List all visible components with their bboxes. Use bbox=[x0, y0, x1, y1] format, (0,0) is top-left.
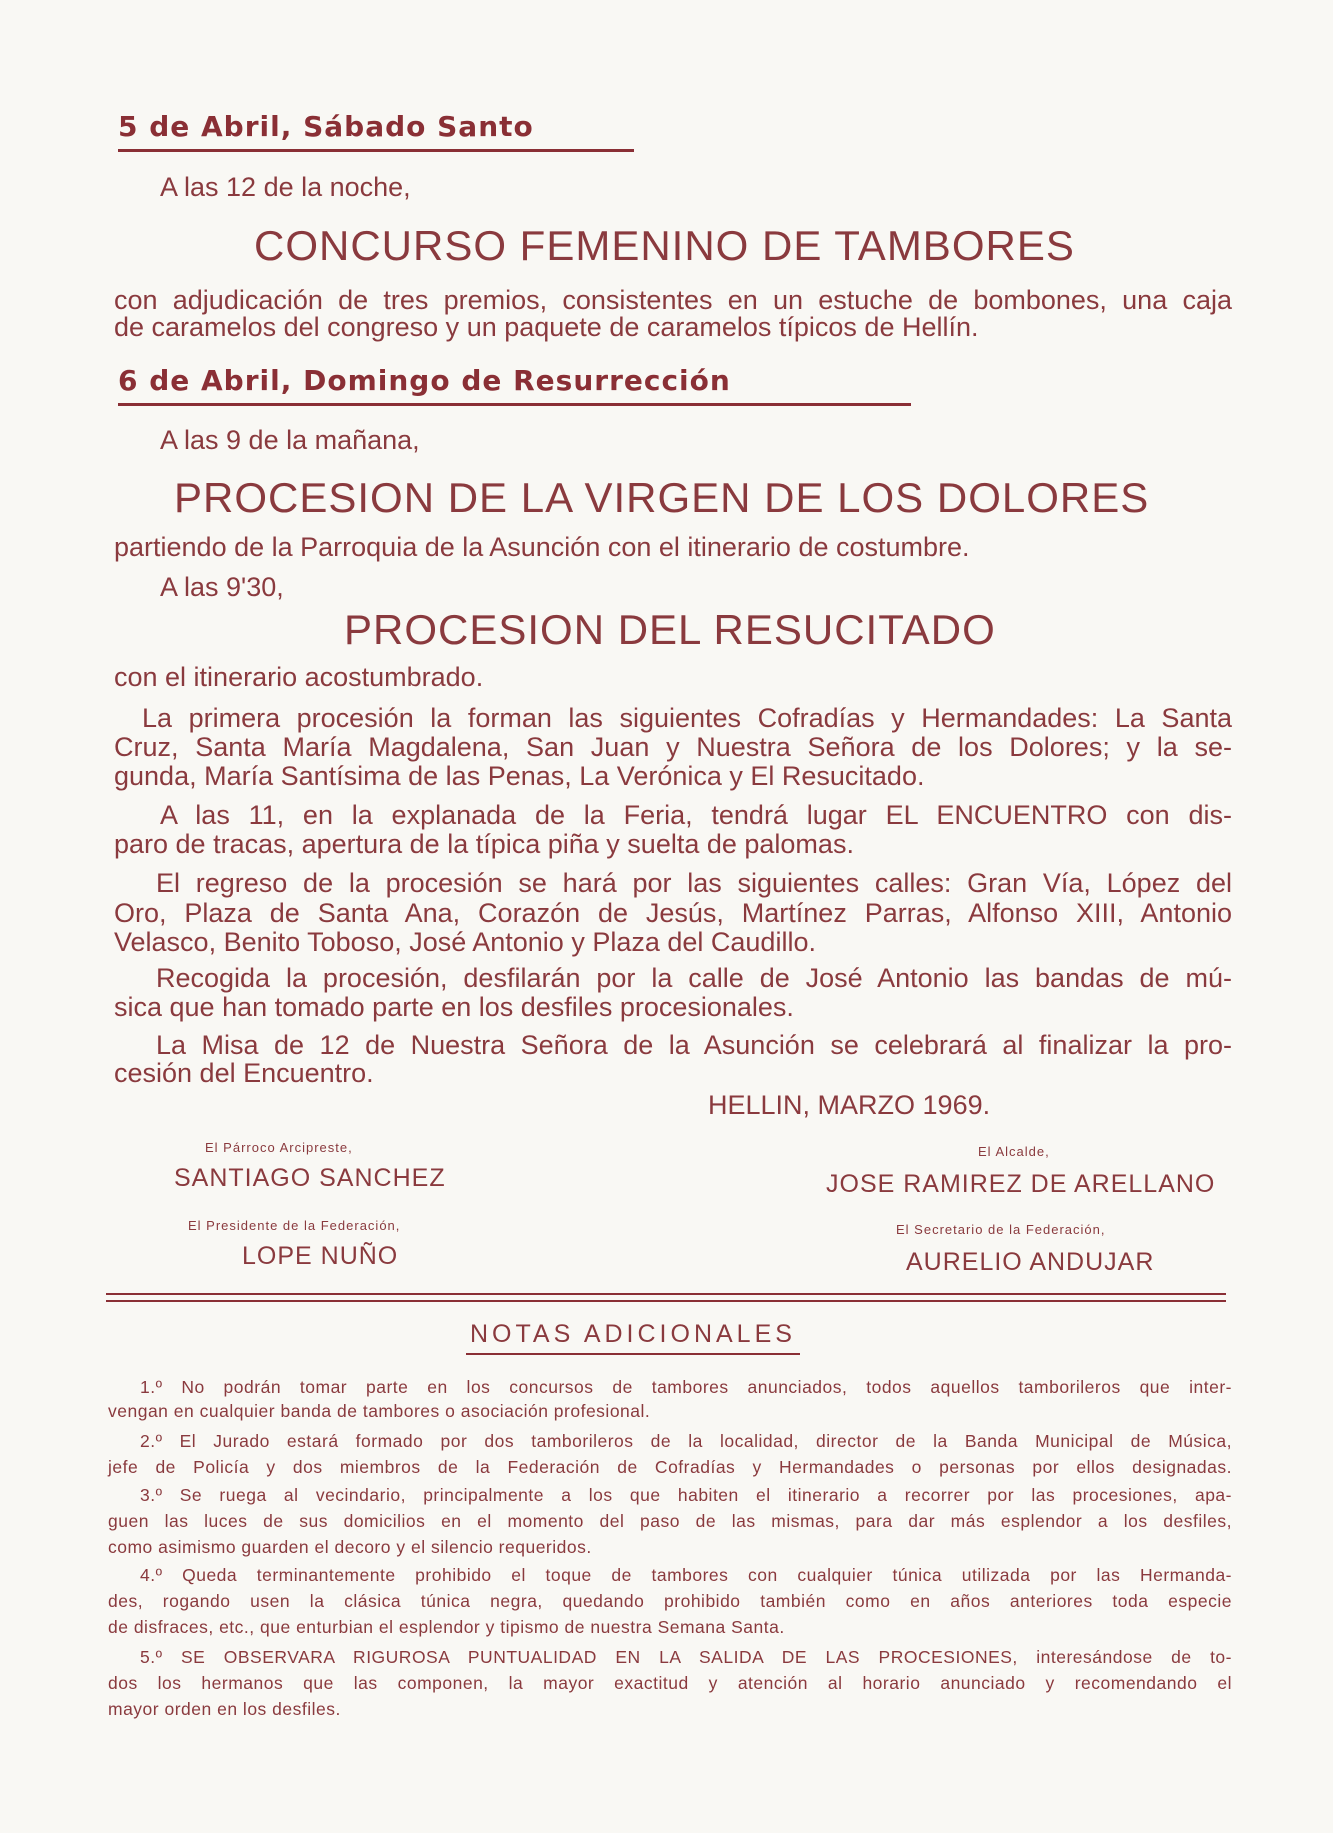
section-heading-sabado: 5 de Abril, Sábado Santo bbox=[118, 110, 634, 152]
notes-title: NOTAS ADICIONALES bbox=[466, 1320, 800, 1355]
note-line: des, rogando usen la clásica túnica negra, quedando prohibido también como en años anteriores toda especie bbox=[108, 1591, 1232, 1611]
event-title: PROCESION DE LA VIRGEN DE LOS DOLORES bbox=[174, 474, 1150, 521]
event-title: PROCESION DEL RESUCITADO bbox=[344, 606, 996, 653]
note-line: 3.º Se ruega al vecindario, principalmente a los que habiten el itinerario a recorrer por las procesiones, apa- bbox=[140, 1485, 1232, 1505]
paragraph-line: cesión del Encuentro. bbox=[114, 1058, 374, 1088]
note-line: de disfraces, etc., que enturbian el esplendor y tipismo de nuestra Semana Santa. bbox=[108, 1617, 785, 1637]
event-title: CONCURSO FEMENINO DE TAMBORES bbox=[254, 222, 1075, 269]
section-time: A las 12 de la noche, bbox=[160, 172, 411, 202]
body-line: con adjudicación de tres premios, consistentes en un estuche de bombones, una caja bbox=[114, 285, 1232, 315]
note-line: 4.º Queda terminantemente prohibido el toque de tambores con cualquier túnica utilizada por las Hermanda- bbox=[140, 1565, 1232, 1585]
body-line: con el itinerario acostumbrado. bbox=[114, 662, 484, 692]
body-line: partiendo de la Parroquia de la Asunción con el itinerario de costumbre. bbox=[114, 532, 970, 562]
paragraph-line: La Misa de 12 de Nuestra Señora de la Asunción se celebrará al finalizar la pro- bbox=[156, 1030, 1232, 1060]
signature-name: SANTIAGO SANCHEZ bbox=[174, 1164, 446, 1192]
paragraph-line: La primera procesión la forman las siguientes Cofradías y Hermandades: La Santa bbox=[142, 703, 1232, 733]
paragraph-line: paro de tracas, apertura de la típica piña y suelta de palomas. bbox=[114, 829, 854, 859]
note-line: jefe de Policía y dos miembros de la Federación de Cofradías y Hermandades o personas por ellos designadas. bbox=[108, 1457, 1232, 1477]
paragraph-line: Cruz, Santa María Magdalena, San Juan y Nuestra Señora de los Dolores; y la se- bbox=[114, 732, 1232, 762]
paragraph-line: El regreso de la procesión se hará por las siguientes calles: Gran Vía, López del bbox=[156, 868, 1232, 898]
note-line: guen las luces de sus domicilios en el momento del paso de las mismas, para dar más esplendor a los desfiles, bbox=[108, 1511, 1232, 1531]
paragraph-line: gunda, María Santísima de las Penas, La Verónica y El Resucitado. bbox=[114, 761, 925, 791]
paragraph-line: sica que han tomado parte en los desfiles procesionales. bbox=[114, 992, 794, 1022]
place-date: HELLIN, MARZO 1969. bbox=[708, 1090, 991, 1120]
note-line: 1.º No podrán tomar parte en los concursos de tambores anunciados, todos aquellos tamborileros que inter- bbox=[140, 1377, 1232, 1397]
signature-role: El Presidente de la Federación, bbox=[188, 1218, 401, 1233]
note-line: mayor orden en los desfiles. bbox=[108, 1699, 341, 1719]
signature-name: AURELIO ANDUJAR bbox=[906, 1248, 1155, 1276]
section-time: A las 9'30, bbox=[160, 572, 284, 602]
body-line: de caramelos del congreso y un paquete de caramelos típicos de Hellín. bbox=[114, 312, 979, 342]
signature-role: El Secretario de la Federación, bbox=[896, 1222, 1106, 1237]
section-heading-domingo: 6 de Abril, Domingo de Resurrección bbox=[118, 364, 911, 406]
note-line: 5.º SE OBSERVARA RIGUROSA PUNTUALIDAD EN LA SALIDA DE LAS PROCESIONES, interesándose de to- bbox=[140, 1647, 1232, 1667]
paragraph-line: Velasco, Benito Toboso, José Antonio y Plaza del Caudillo. bbox=[114, 927, 816, 957]
paragraph-line: A las 11, en la explanada de la Feria, tendrá lugar EL ENCUENTRO con dis- bbox=[160, 800, 1232, 830]
signature-role: El Párroco Arcipreste, bbox=[205, 1140, 353, 1155]
note-line: dos los hermanos que las componen, la mayor exactitud y atención al horario anunciado y recomendando el bbox=[108, 1673, 1232, 1693]
signature-role: El Alcalde, bbox=[978, 1144, 1050, 1159]
signature-name: LOPE NUÑO bbox=[242, 1242, 399, 1270]
note-line: como asimismo guarden el decoro y el silencio requeridos. bbox=[108, 1537, 592, 1557]
signature-name: JOSE RAMIREZ DE ARELLANO bbox=[826, 1170, 1216, 1198]
section-time: A las 9 de la mañana, bbox=[160, 425, 420, 455]
paragraph-line: Recogida la procesión, desfilarán por la calle de José Antonio las bandas de mú- bbox=[156, 963, 1232, 993]
note-line: vengan en cualquier banda de tambores o asociación profesional. bbox=[108, 1401, 651, 1421]
note-line: 2.º El Jurado estará formado por dos tamborileros de la localidad, director de la Banda Municipal de Música, bbox=[140, 1431, 1232, 1451]
paragraph-line: Oro, Plaza de Santa Ana, Corazón de Jesús, Martínez Parras, Alfonso XIII, Antonio bbox=[114, 898, 1232, 928]
divider bbox=[106, 1300, 1226, 1302]
divider bbox=[106, 1293, 1226, 1295]
